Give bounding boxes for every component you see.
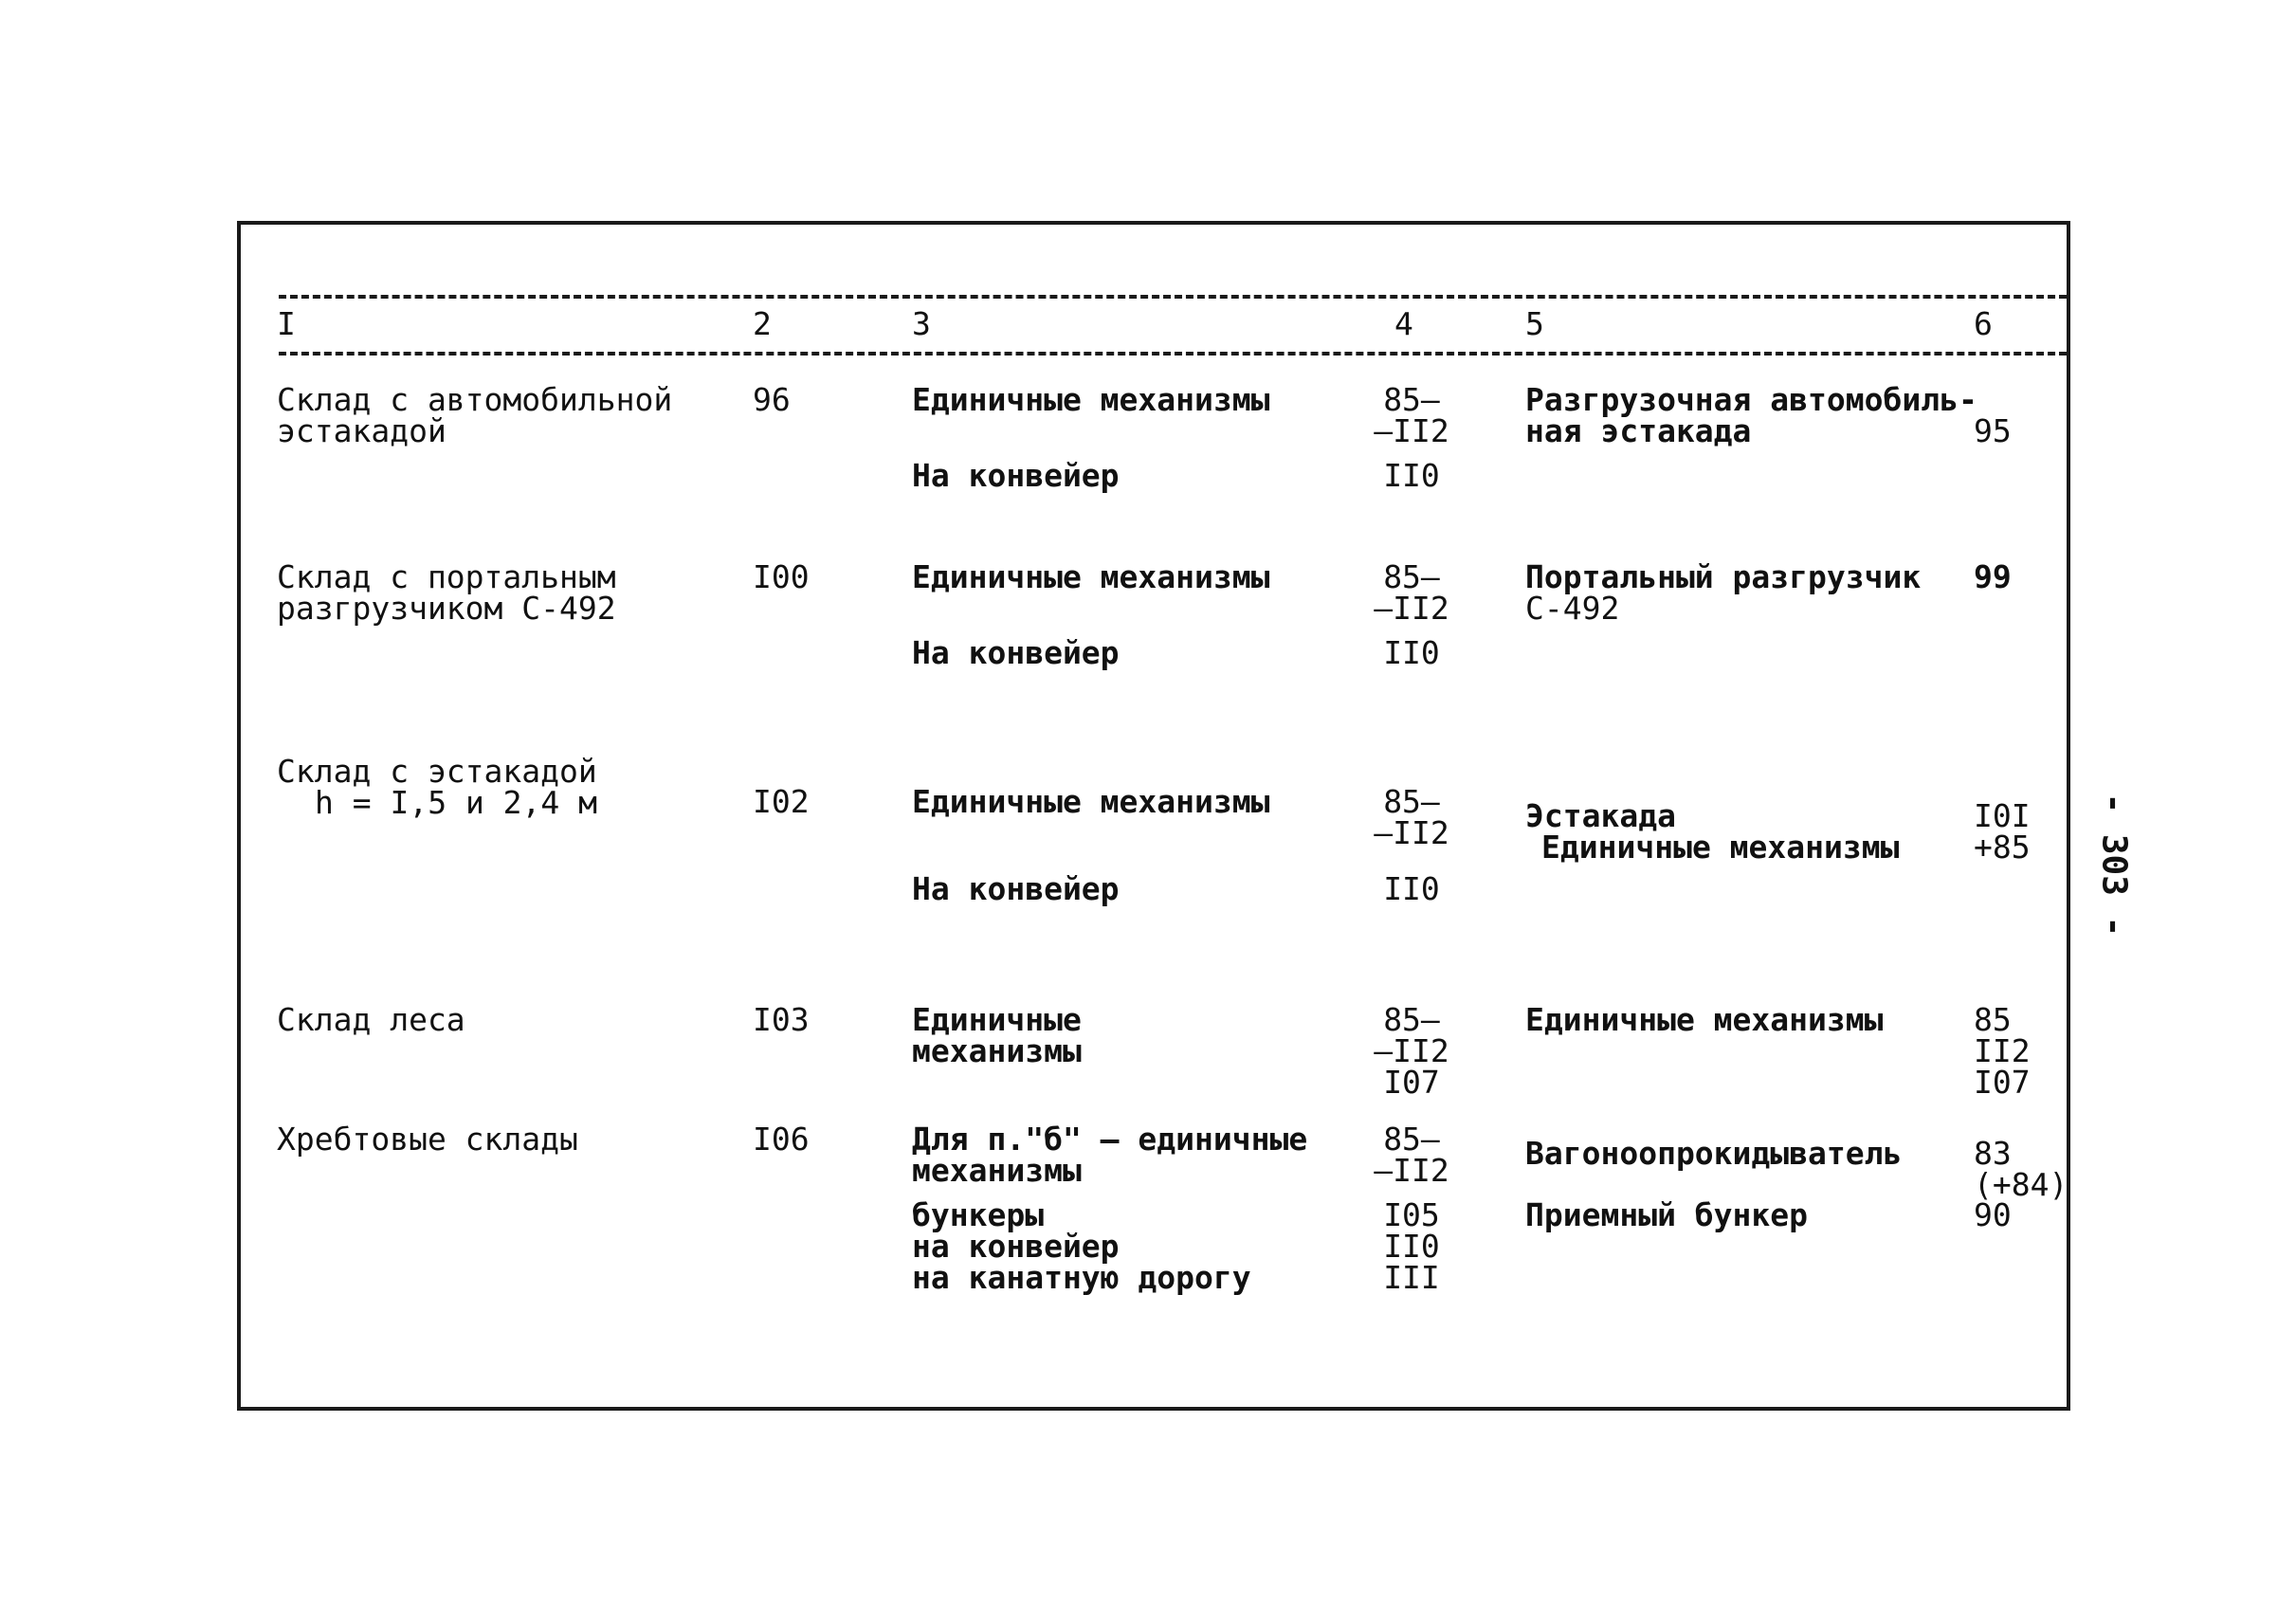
row2-name-line2: разгрузчиком С-492 (277, 590, 616, 627)
header-top-rule (279, 295, 2067, 299)
row3-col5-line2: Единичные механизмы (1541, 829, 1900, 866)
row3-col3a: Единичные механизмы (912, 783, 1270, 820)
row5-col2: I06 (753, 1121, 810, 1158)
row4-col3a-line2: механизмы (912, 1032, 1082, 1069)
row4-col4-line1: 85– (1383, 1001, 1440, 1038)
row5-col3b-line1: бункеры (912, 1196, 1045, 1233)
row5-col5a: Вагоноопрокидыватель (1525, 1135, 1903, 1172)
row3-col4a-line1: 85– (1383, 783, 1440, 820)
row1-col4b: II0 (1383, 457, 1440, 494)
row3-col2: I02 (753, 783, 810, 820)
row3-name-line2: h = I,5 и 2,4 м (315, 784, 598, 821)
row5-col4b-line1: I05 (1383, 1196, 1440, 1233)
row5-col6a-line2: (+84) (1974, 1166, 2068, 1203)
row2-col2: I00 (753, 558, 810, 595)
row1-name-line1: Склад с автомобильной (277, 381, 673, 418)
col-header-1: I (277, 305, 296, 342)
row4-name: Склад леса (277, 1001, 465, 1038)
row5-col4b-line2: II0 (1383, 1228, 1440, 1265)
row3-col3b: На конвейер (912, 870, 1120, 907)
row4-col6-line3: I07 (1974, 1064, 2031, 1101)
row5-col3b-line2: на конвейер (912, 1228, 1120, 1265)
row4-col4-line2: –II2 (1374, 1032, 1449, 1069)
row5-col4a-line2: –II2 (1374, 1152, 1449, 1189)
row5-col4b-line3: III (1383, 1259, 1440, 1296)
row2-name-line1: Склад с портальным (277, 558, 616, 595)
row1-col3b: На конвейер (912, 457, 1120, 494)
row2-col6: 99 (1974, 558, 2012, 595)
row4-col2: I03 (753, 1001, 810, 1038)
row1-col3a: Единичные механизмы (912, 381, 1270, 418)
row5-col6a-line1: 83 (1974, 1135, 2012, 1172)
row4-col4-line3: I07 (1383, 1064, 1440, 1101)
row4-col6-line1: 85 (1974, 1001, 2012, 1038)
row1-col4a-line2: –II2 (1374, 412, 1449, 449)
row5-col3a-line2: механизмы (912, 1152, 1082, 1189)
row4-col5: Единичные механизмы (1525, 1001, 1884, 1038)
row5-col4a-line1: 85– (1383, 1121, 1440, 1158)
row3-col4a-line2: –II2 (1374, 814, 1449, 851)
row3-name-line1: Склад с эстакадой (277, 753, 597, 790)
table-frame (237, 221, 2070, 1411)
row2-col3b: На конвейер (912, 634, 1120, 671)
row2-col3a: Единичные механизмы (912, 558, 1270, 595)
row3-col6-line1: I0I (1974, 797, 2031, 834)
row4-col3a-line1: Единичные (912, 1001, 1082, 1038)
row1-col5-line1: Разгрузочная автомобиль- (1525, 381, 1977, 418)
row3-col5-line1: Эстакада (1525, 797, 1676, 834)
row1-col6: 95 (1974, 412, 2012, 449)
row3-col6-line2: +85 (1974, 829, 2031, 866)
row4-col6-line2: II2 (1974, 1032, 2031, 1069)
col-header-6: 6 (1974, 305, 1993, 342)
row2-col5-line2: С-492 (1525, 590, 1620, 627)
row5-col6b: 90 (1974, 1196, 2012, 1233)
row1-name-line2: эстакадой (277, 412, 446, 449)
col-header-4: 4 (1394, 305, 1413, 342)
row2-col4a-line1: 85– (1383, 558, 1440, 595)
col-header-5: 5 (1525, 305, 1544, 342)
col-header-3: 3 (912, 305, 931, 342)
row1-col2: 96 (753, 381, 791, 418)
row3-col4b: II0 (1383, 870, 1440, 907)
col-header-2: 2 (753, 305, 772, 342)
row5-col5b: Приемный бункер (1525, 1196, 1809, 1233)
row5-name: Хребтовые склады (277, 1121, 578, 1158)
row5-col3a-line1: Для п."б" – единичные (912, 1121, 1308, 1158)
row1-col4a-line1: 85– (1383, 381, 1440, 418)
row2-col4a-line2: –II2 (1374, 590, 1449, 627)
row2-col5-line1: Портальный разгрузчик (1525, 558, 1922, 595)
header-bottom-rule (279, 352, 2067, 356)
row5-col3b-line3: на канатную дорогу (912, 1259, 1251, 1296)
page-number: - 303 - (2094, 793, 2134, 938)
row1-col5-line2: ная эстакада (1525, 412, 1752, 449)
row2-col4b: II0 (1383, 634, 1440, 671)
